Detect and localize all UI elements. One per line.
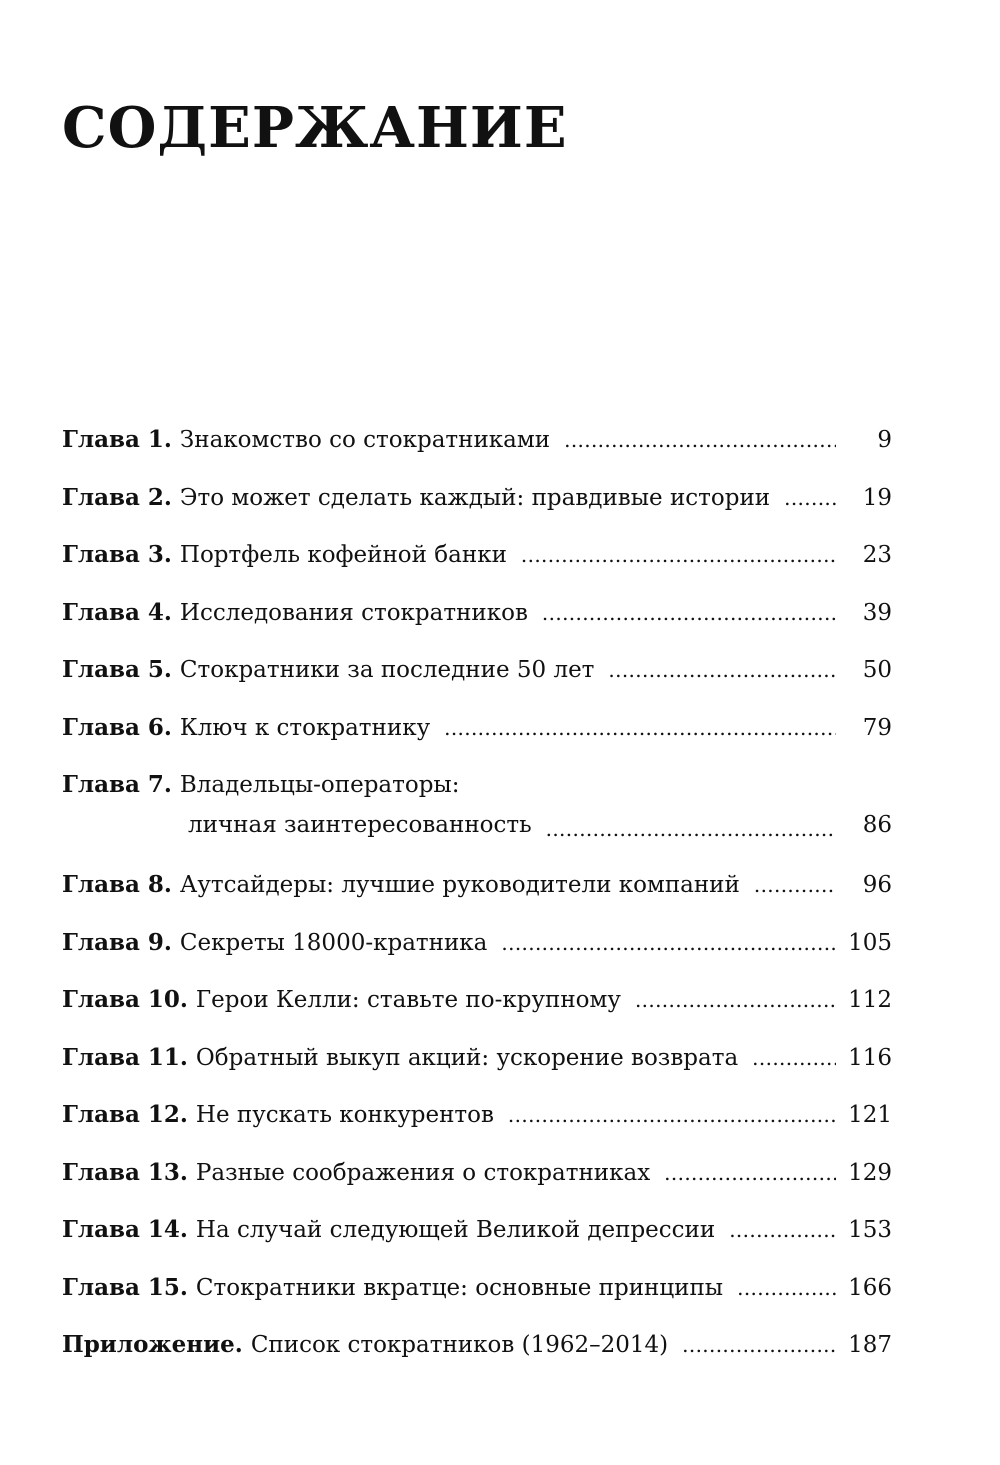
chapter-label: Глава 1. <box>62 426 172 453</box>
page-number: 121 <box>848 1102 892 1128</box>
chapter-title-line1: Владельцы-операторы: <box>179 772 460 798</box>
dot-leader <box>729 1212 836 1248</box>
dot-leader <box>737 1270 836 1306</box>
toc-entry <box>62 767 892 847</box>
chapter-label: Глава 11. <box>62 1043 188 1071</box>
chapter-label: Глава 8. <box>62 871 172 898</box>
chapter-title: Ключ к стократнику <box>179 714 431 741</box>
page-number: 9 <box>877 427 892 453</box>
chapter-label: Глава 13. <box>62 1158 188 1186</box>
dot-leader <box>682 1327 836 1363</box>
dot-leader <box>754 867 836 903</box>
toc-entry <box>62 1270 892 1306</box>
chapter-title: Разные соображения о стократниках <box>195 1159 651 1186</box>
chapter-label: Глава 14. <box>62 1216 188 1243</box>
toc-entry <box>62 1040 892 1076</box>
chapter-title-line2: личная заинтересованность <box>188 812 532 838</box>
toc-entry <box>62 867 892 903</box>
page-number: 187 <box>848 1332 892 1358</box>
dot-leader <box>564 422 836 458</box>
page-number: 39 <box>862 599 892 626</box>
page-number: 79 <box>862 714 892 741</box>
dot-leader <box>752 1040 836 1076</box>
chapter-label: Глава 2. <box>62 483 172 511</box>
dot-leader <box>546 811 836 847</box>
appendix-title: Список стократников (1962–2014) <box>250 1332 669 1358</box>
page-number: 112 <box>848 987 892 1013</box>
page-number: 166 <box>848 1274 892 1301</box>
chapter-title: Аутсайдеры: лучшие руководители компаний <box>179 872 740 898</box>
chapter-title: Стократники вкратце: основные принципы <box>195 1274 724 1301</box>
dot-leader <box>521 537 836 573</box>
toc-entry <box>62 1212 892 1248</box>
chapter-label: Глава 9. <box>62 928 172 956</box>
page-number: 50 <box>862 657 892 683</box>
toc-entry <box>62 710 892 746</box>
chapter-label: Глава 4. <box>62 598 172 626</box>
page-number: 129 <box>848 1159 892 1186</box>
toc-entry <box>62 982 892 1018</box>
dot-leader <box>608 652 836 688</box>
page-number: 19 <box>862 484 892 511</box>
chapter-label: Глава 5. <box>62 656 172 683</box>
toc-entry <box>62 1327 892 1363</box>
page-number: 105 <box>848 929 892 956</box>
toc-entry <box>62 595 892 631</box>
toc-entry-line2 <box>62 803 892 847</box>
toc-entry <box>62 652 892 688</box>
dot-leader <box>664 1155 836 1191</box>
dot-leader <box>784 480 836 516</box>
chapter-title: Секреты 18000-кратника <box>179 929 488 956</box>
chapter-title: На случай следующей Великой депрессии <box>195 1217 716 1243</box>
chapter-label: Глава 15. <box>62 1273 188 1301</box>
dot-leader <box>508 1097 836 1133</box>
chapter-title: Портфель кофейной банки <box>179 542 507 568</box>
page-title: СОДЕРЖАНИЕ <box>62 95 568 161</box>
appendix-label: Приложение. <box>62 1331 243 1358</box>
dot-leader <box>444 710 836 746</box>
toc-entry <box>62 537 892 573</box>
toc-entry-line1 <box>62 767 892 803</box>
chapter-title: Исследования стократников <box>179 599 528 626</box>
toc-entry <box>62 1097 892 1133</box>
chapter-title: Герои Келли: ставьте по-крупному <box>195 987 621 1013</box>
toc-entry <box>62 925 892 961</box>
chapter-title: Знакомство со стократниками <box>179 427 551 453</box>
page-number: 23 <box>862 542 892 568</box>
chapter-label: Глава 7. <box>62 771 172 798</box>
dot-leader <box>501 925 836 961</box>
chapter-title: Обратный выкуп акций: ускорение возврата <box>195 1044 739 1071</box>
page-number: 86 <box>862 812 892 838</box>
toc-entry <box>62 1155 892 1191</box>
page-number: 116 <box>848 1044 892 1071</box>
chapter-label: Глава 6. <box>62 713 172 741</box>
dot-leader <box>635 982 836 1018</box>
page-number: 153 <box>848 1217 892 1243</box>
page-number: 96 <box>862 872 892 898</box>
chapter-label: Глава 10. <box>62 986 188 1013</box>
toc-entry <box>62 422 892 458</box>
chapter-title: Это может сделать каждый: правдивые истории <box>179 484 771 511</box>
toc-entry <box>62 480 892 516</box>
table-of-contents <box>62 422 892 1385</box>
chapter-label: Глава 12. <box>62 1101 188 1128</box>
dot-leader <box>542 595 836 631</box>
chapter-label: Глава 3. <box>62 541 172 568</box>
chapter-title: Не пускать конкурентов <box>195 1102 494 1128</box>
chapter-title: Стократники за последние 50 лет <box>179 657 595 683</box>
